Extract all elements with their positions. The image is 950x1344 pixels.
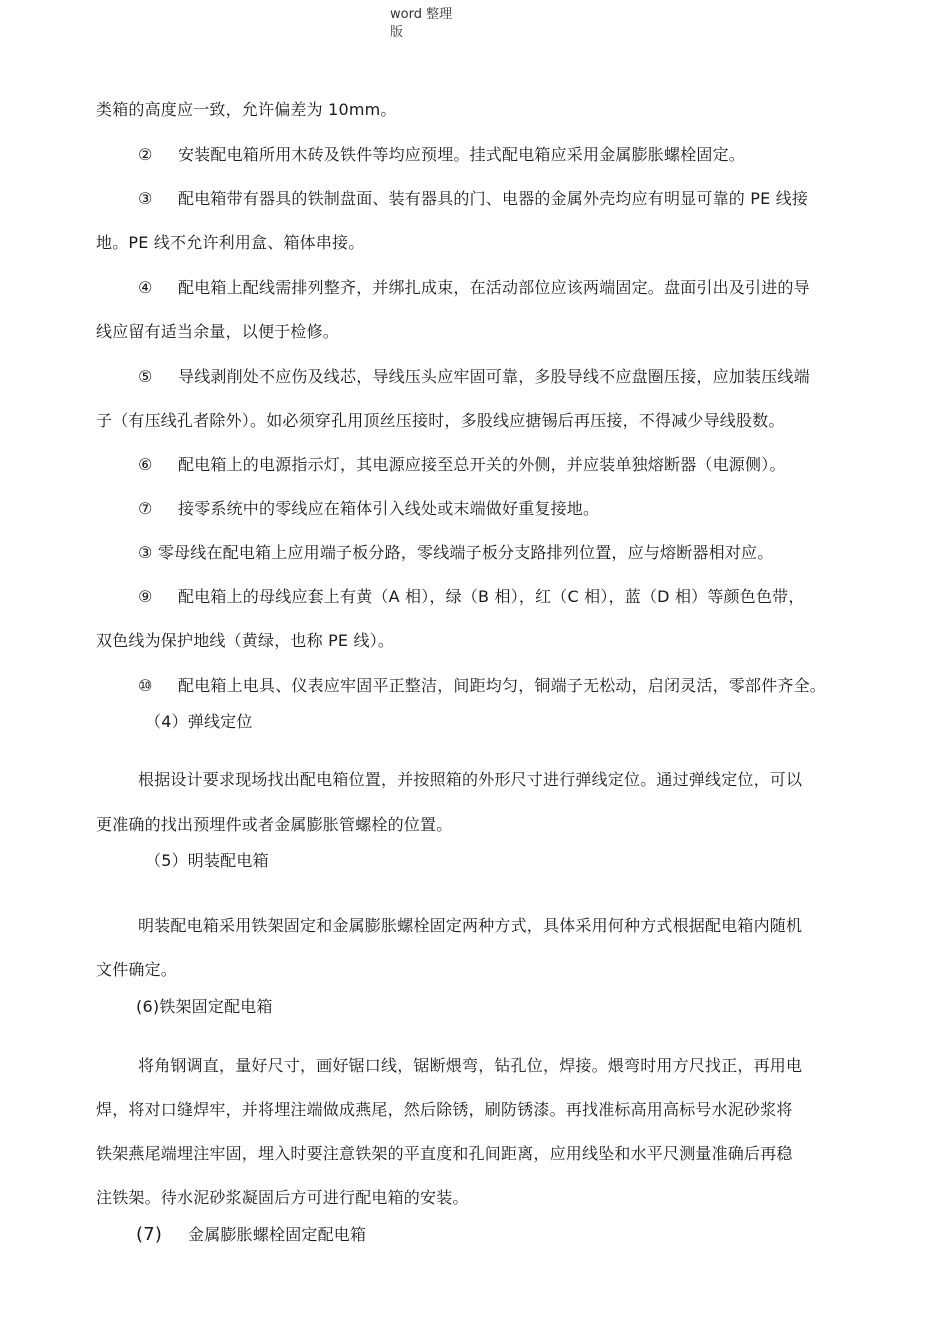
item-text: 安装配电箱所用木砖及铁件等均应预埋。挂式配电箱应采用金属膨胀螺栓固定。 xyxy=(178,145,746,164)
list-item-3 xyxy=(138,187,808,211)
header-line-2: 版 xyxy=(390,25,404,40)
list-item-8: ③ 零母线在配电箱上应用端子板分路，零线端子板分支路排列位置，应与熔断器相对应。 xyxy=(138,543,774,562)
section-heading-5: （5）明装配电箱 xyxy=(145,851,269,870)
body-line: 线应留有适当余量，以便于检修。 xyxy=(96,322,340,341)
item-text: 配电箱上电具、仪表应牢固平正整洁，间距均匀，铜端子无松动，启闭灵活，零部件齐全。 xyxy=(178,676,827,695)
body-line: 明装配电箱采用铁架固定和金属膨胀螺栓固定两种方式，具体采用何种方式根据配电箱内随机 xyxy=(138,916,803,935)
item-number: ④ xyxy=(138,278,153,297)
item-number: ⑩ xyxy=(138,676,153,695)
body-line: 子（有压线孔者除外）。如必须穿孔用顶丝压接时，多股线应搪锡后再压接，不得减少导线股数。 xyxy=(96,411,785,430)
list-item-10 xyxy=(138,674,826,698)
section-heading-7 xyxy=(136,1223,366,1247)
item-number: ② xyxy=(138,145,153,164)
header-line-1: word 整理 xyxy=(390,7,453,22)
body-line: 类箱的高度应一致，允许偏差为 10mm。 xyxy=(96,100,397,119)
page-header xyxy=(390,6,452,42)
item-text: 配电箱上的电源指示灯，其电源应接至总开关的外侧，并应装单独熔断器（电源侧）。 xyxy=(178,455,786,474)
list-item-9 xyxy=(138,585,805,609)
section-heading-6: (6)铁架固定配电箱 xyxy=(136,997,273,1016)
list-item-5 xyxy=(138,365,810,389)
body-line: 更准确的找出预埋件或者金属膨胀管螺栓的位置。 xyxy=(96,815,453,834)
body-line: 注铁架。待水泥砂浆凝固后方可进行配电箱的安装。 xyxy=(96,1188,469,1207)
section-heading-4: （4）弹线定位 xyxy=(145,712,253,731)
list-item-2 xyxy=(138,143,745,167)
item-number: ⑤ xyxy=(138,367,153,386)
item-text: 接零系统中的零线应在箱体引入线处或末端做好重复接地。 xyxy=(178,499,600,518)
list-item-6 xyxy=(138,453,786,477)
heading-number: (7) xyxy=(136,1224,163,1245)
item-number: ⑨ xyxy=(138,587,153,606)
item-text: 配电箱上配线需排列整齐，并绑扎成束，在活动部位应该两端固定。盘面引出及引进的导 xyxy=(178,278,810,297)
body-line: 双色线为保护地线（黄绿，也称 PE 线）。 xyxy=(96,631,395,650)
body-line: 文件确定。 xyxy=(96,960,178,979)
list-item-7 xyxy=(138,497,599,521)
list-item-4 xyxy=(138,276,810,300)
body-line: 焊，将对口缝焊牢，并将埋注端做成燕尾，然后除锈，刷防锈漆。再找准标高用高标号水泥砂浆将 xyxy=(96,1100,793,1119)
body-line: 铁架燕尾端埋注牢固，埋入时要注意铁架的平直度和孔间距离，应用线坠和水平尺测量准确后再稳 xyxy=(96,1144,793,1163)
body-line: 地。PE 线不允许利用盒、箱体串接。 xyxy=(96,233,365,252)
item-text: 配电箱带有器具的铁制盘面、装有器具的门、电器的金属外壳均应有明显可靠的 PE 线接 xyxy=(178,189,809,208)
item-number: ③ xyxy=(138,189,153,208)
body-line: 根据设计要求现场找出配电箱位置，并按照箱的外形尺寸进行弹线定位。通过弹线定位，可以 xyxy=(138,770,803,789)
item-number: ⑥ xyxy=(138,455,153,474)
item-text: 导线剥削处不应伤及线芯，导线压头应牢固可靠，多股导线不应盘圈压接，应加装压线端 xyxy=(178,367,810,386)
body-line: 将角钢调直，量好尺寸，画好锯口线，锯断煨弯，钻孔位，焊接。煨弯时用方尺找正，再用电 xyxy=(138,1056,803,1075)
item-text: 配电箱上的母线应套上有黄（A 相），绿（B 相），红（C 相），蓝（D 相）等颜色色带， xyxy=(178,587,805,606)
item-number: ⑦ xyxy=(138,499,153,518)
heading-text: 金属膨胀螺栓固定配电箱 xyxy=(188,1225,367,1244)
